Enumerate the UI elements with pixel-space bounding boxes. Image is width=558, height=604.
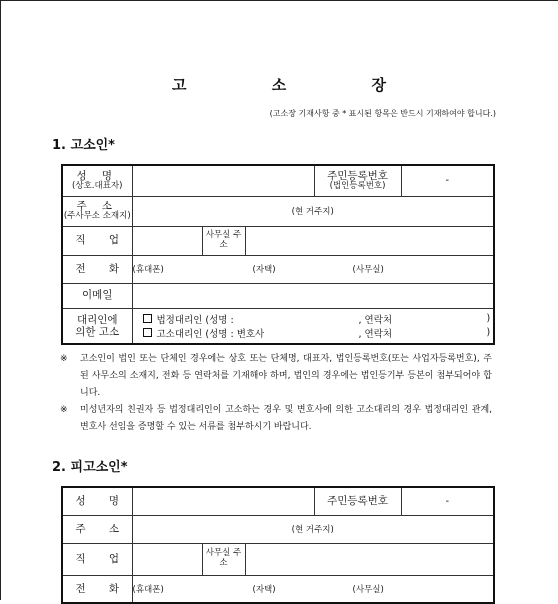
accused-rrn-label: 주민등록번호 [314, 487, 401, 515]
section-accused-heading: 2. 피고소인* [52, 460, 128, 475]
page-border-top [0, 0, 558, 1]
agent-options-cell [132, 308, 494, 344]
complainant-name-field[interactable] [132, 165, 314, 196]
accused-address-label: 주 소 [62, 515, 132, 543]
accused-table [61, 486, 495, 604]
accused-office-address-field[interactable] [245, 543, 494, 575]
address-label-cell: 주 소 (주사무소 소재지) [62, 196, 132, 226]
accused-phone-home: (자택) [252, 584, 276, 595]
accused-phone-label: 전 화 [62, 575, 132, 603]
email-label-cell: 이메일 [62, 283, 132, 308]
lawyer-agent-option[interactable]: 고소대리인 (성명 : 변호사 , 연락처 ) [143, 326, 494, 340]
complainant-phone-field[interactable] [132, 255, 494, 283]
section-complainant-heading: 1. 고소인* [52, 138, 115, 153]
remark-item: ※ 고소인이 법인 또는 단체인 경우에는 상호 또는 단체명, 대표자, 법인등록번호(또는 사업자등록번호), 주된 사무소의 소재지, 전화 등 연락처를 기재해야 하며, 법인의 경우에는 법인등기부 등본이 첨부되어야 합니다. [60, 354, 492, 398]
complainant-rrn-field[interactable]: - [401, 165, 494, 196]
complainant-address-field[interactable]: (현 거주지) [132, 196, 494, 226]
accused-phone-office: (사무실) [352, 584, 384, 595]
accused-name-label: 성 명 [62, 487, 132, 515]
accused-address-field[interactable]: (현 거주지) [132, 515, 494, 543]
remark-item: ※ 미성년자의 친권자 등 법정대리인이 고소하는 경우 및 변호사에 의한 고소대리의 경우 법정대리인 관계, 변호사 선임을 증명할 수 있는 서류를 첨부하시기 바랍니다. [60, 405, 492, 432]
legal-agent-checkbox[interactable] [143, 314, 152, 323]
complainant-email-field[interactable] [132, 283, 494, 308]
instruction-note: (고소장 기재사항 중 * 표시된 항목은 반드시 기재하여야 합니다.) [269, 109, 496, 118]
accused-job-field[interactable] [132, 543, 202, 575]
job-label-cell: 직 업 [62, 226, 132, 255]
legal-agent-option[interactable]: 법정대리인 (성명 : , 연락처 ) [143, 312, 494, 326]
accused-name-field[interactable] [132, 487, 314, 515]
accused-phone-field[interactable] [132, 575, 494, 603]
complainant-job-field[interactable] [132, 226, 202, 255]
lawyer-agent-checkbox[interactable] [143, 328, 152, 337]
phone-mobile-label: (휴대폰) [132, 265, 164, 275]
complainant-office-address-field[interactable] [245, 226, 494, 255]
remarks-block [60, 351, 492, 436]
accused-job-label: 직 업 [62, 543, 132, 575]
phone-label-cell: 전 화 [62, 255, 132, 283]
rrn-label-cell: 주민등록번호 (법인등록번호) [314, 165, 401, 196]
phone-home-label: (자택) [252, 265, 276, 275]
accused-office-label: 사무실 주소 [202, 543, 245, 575]
accused-rrn-field[interactable]: - [401, 487, 494, 515]
complainant-table [61, 164, 495, 345]
name-label-cell: 성 명 (상호.대표자) [62, 165, 132, 196]
office-address-label: 사무실 주소 [202, 226, 245, 255]
accused-phone-mobile: (휴대폰) [132, 584, 164, 595]
agent-label-cell: 대리인에 의한 고소 [62, 308, 132, 344]
phone-office-label: (사무실) [352, 265, 384, 275]
document-title: 고 소 장 [172, 76, 426, 94]
